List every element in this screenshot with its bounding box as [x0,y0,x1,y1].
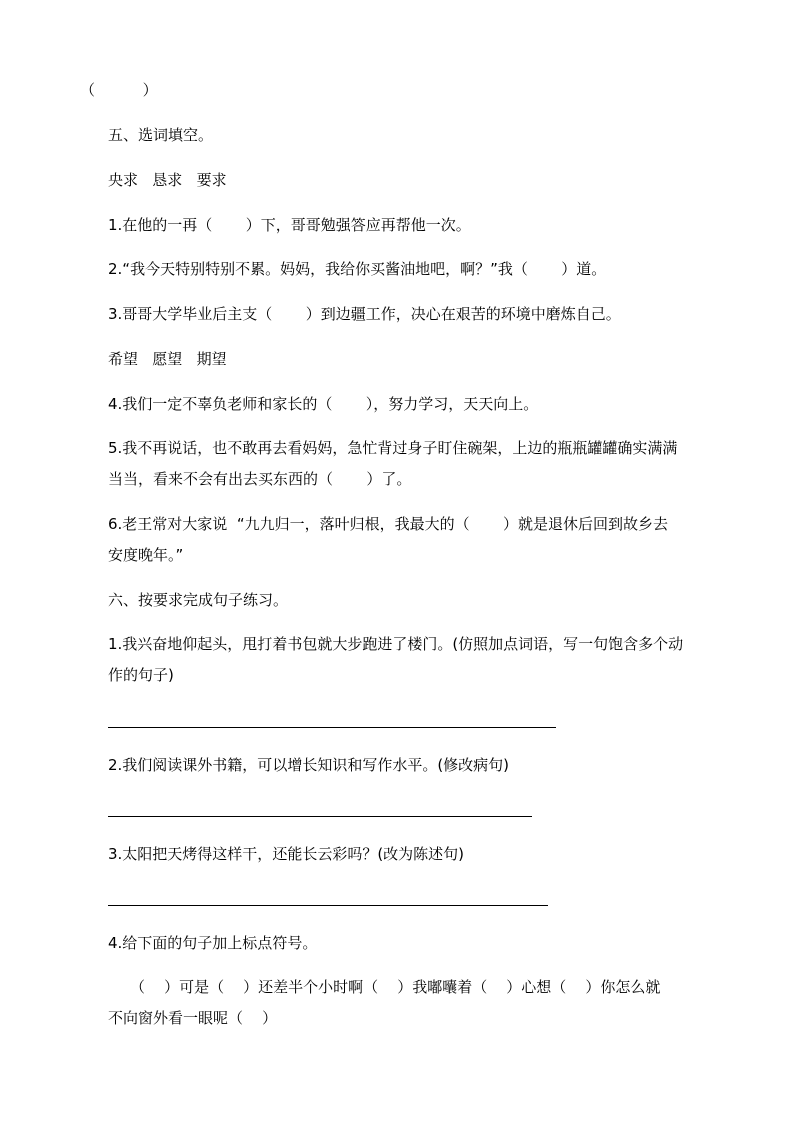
punctuation-sentence-line-1: （ ）可是（ ）还差半个小时啊（ ）我嘟囔着（ ）心想（ ）你怎么就 [130,978,661,996]
question-5-5-line-1: 5.我不再说话，也不敢再去看妈妈，急忙背过身子盯住碗架，上边的瓶瓶罐罐确实满满 [108,439,678,457]
word-group-1: 央求 恳求 要求 [108,171,227,189]
question-6-3: 3.太阳把天烤得这样干，还能长云彩吗？(改为陈述句) [108,845,465,863]
answer-line-6-1[interactable] [108,727,556,728]
punctuation-sentence-line-2: 不向窗外看一眼呢（ ） [108,1009,278,1027]
question-6-4: 4.给下面的句子加上标点符号。 [108,934,318,952]
answer-line-6-2[interactable] [108,816,532,817]
question-5-6-line-1: 6.老王常对大家说 “九九归一，落叶归根，我最大的（ ）就是退休后回到故乡去 [108,515,668,533]
question-5-5-line-2: 当当，看来不会有出去买东西的（ ）了。 [108,470,412,488]
question-5-2: 2.“我今天特别特别不累。妈妈，我给你买酱油地吧，啊？”我（ ）道。 [108,260,607,278]
word-group-2: 希望 愿望 期望 [108,350,227,368]
question-6-1-line-2: 作的句子) [108,666,174,684]
section-6-title: 六、按要求完成句子练习。 [108,591,289,609]
question-6-1-line-1: 1.我兴奋地仰起头，甩打着书包就大步跑进了楼门。(仿照加点词语，写一句饱含多个动 [108,635,684,653]
question-6-2: 2.我们阅读课外书籍，可以增长知识和写作水平。(修改病句) [108,756,510,774]
question-5-3: 3.哥哥大学毕业后主支（ ）到边疆工作，决心在艰苦的环境中磨炼自己。 [108,305,621,323]
question-5-1: 1.在他的一再（ ）下，哥哥勉强答应再帮他一次。 [108,216,471,234]
section-5-title: 五、选词填空。 [108,126,214,144]
top-blank-parentheses: （ ） [80,81,158,99]
question-5-4: 4.我们一定不辜负老师和家长的（ ），努力学习，天天向上。 [108,395,539,413]
question-5-6-line-2: 安度晚年。” [108,546,184,564]
answer-line-6-3[interactable] [108,905,548,906]
